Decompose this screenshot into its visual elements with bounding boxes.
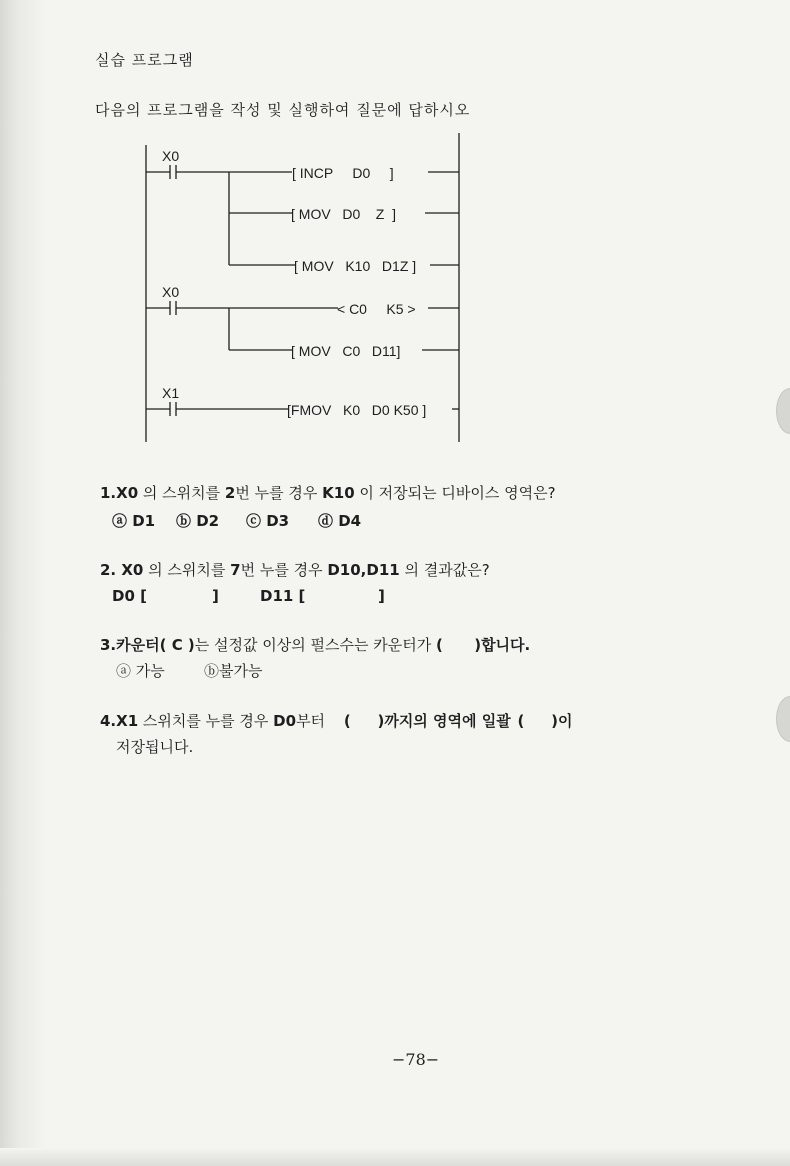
section-title: 실습 프로그램 <box>95 51 194 69</box>
page-number: −78− <box>392 1050 440 1069</box>
q2-answer-d11-close: ] <box>378 587 385 605</box>
question-2: 2. X0 의 스위치를 7번 누를 경우 D10,D11 의 결과값은? <box>100 561 490 579</box>
contact-label-x1: X1 <box>162 385 180 401</box>
instruction-mov-k10: [ MOV K10 D1Z ] <box>294 258 417 274</box>
instruction-compare: < C0 K5 > <box>337 301 416 317</box>
q2-answer-d0-close: ] <box>212 587 219 605</box>
q1-option-a[interactable]: ⓐ D1 <box>112 512 156 530</box>
q3-option-a[interactable]: ⓐ 가능 <box>116 662 165 680</box>
contact-label-x0: X0 <box>162 148 180 164</box>
question-1: 1.X0 의 스위치를 2번 누를 경우 K10 이 저장되는 디바이스 영역은? <box>100 484 556 502</box>
question-3: 3.카운터( C )는 설정값 이상의 펄스수는 카운터가 ( )합니다. <box>100 636 531 654</box>
q2-answer-d0-open: D0 [ <box>112 587 147 605</box>
q2-answer-d11-open: D11 [ <box>260 587 306 605</box>
instruction-fmov: [FMOV K0 D0 K50 ] <box>287 402 427 418</box>
instruction-mov-z: [ MOV D0 Z ] <box>291 206 397 222</box>
q1-option-d[interactable]: ⓓ D4 <box>318 512 362 530</box>
q3-option-b[interactable]: ⓑ불가능 <box>204 662 263 680</box>
q1-option-c[interactable]: ⓒ D3 <box>246 512 290 530</box>
question-4: 4.X1 스위치를 누를 경우 D0부터 ( )까지의 영역에 일괄 ( )이 <box>100 712 573 730</box>
instruction-mov-c0: [ MOV C0 D11] <box>291 343 401 359</box>
instruction-text: 다음의 프로그램을 작성 및 실행하여 질문에 답하시오 <box>95 101 471 119</box>
question-4-line2: 저장됩니다. <box>116 738 194 756</box>
contact-label-x0-2: X0 <box>162 284 180 300</box>
instruction-incp: [ INCP D0 ] <box>292 165 394 181</box>
q1-option-b[interactable]: ⓑ D2 <box>176 512 220 530</box>
